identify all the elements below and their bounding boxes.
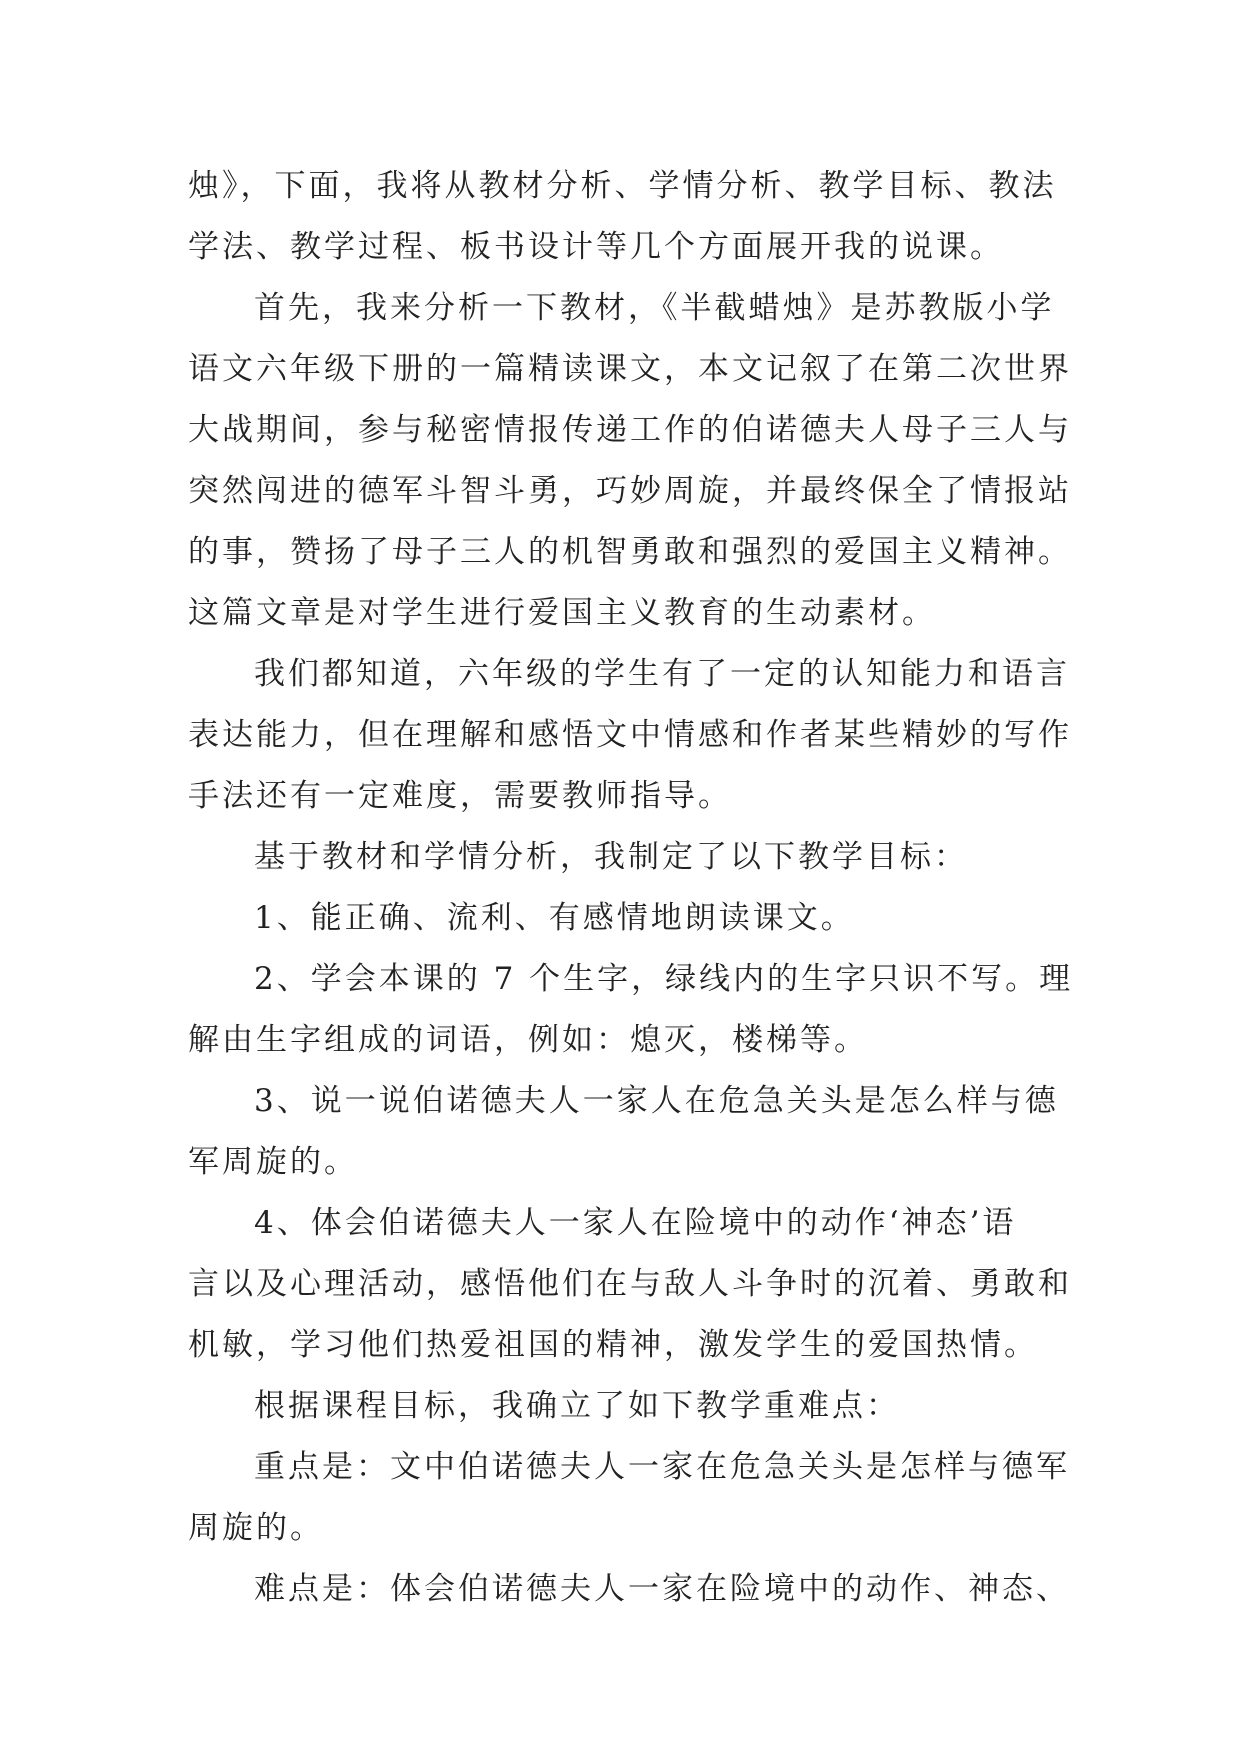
text-line: 语文六年级下册的一篇精读课文，本文记叙了在第二次世界	[188, 351, 1072, 387]
text-line: 大战期间，参与秘密情报传递工作的伯诺德夫人母子三人与	[188, 412, 1072, 448]
text-line: 难点是：体会伯诺德夫人一家在险境中的动作、神态、	[254, 1571, 1070, 1607]
text-line: 我们都知道，六年级的学生有了一定的认知能力和语言	[254, 656, 1070, 692]
text-line: 周旋的。	[188, 1510, 324, 1546]
text-line: 表达能力，但在理解和感悟文中情感和作者某些精妙的写作	[188, 717, 1072, 753]
text-line: 重点是：文中伯诺德夫人一家在危急关头是怎样与德军	[254, 1449, 1070, 1485]
text-line: 军周旋的。	[188, 1144, 358, 1180]
text-line: 学法、教学过程、板书设计等几个方面展开我的说课。	[188, 229, 1004, 265]
text-line: 手法还有一定难度，需要教师指导。	[188, 778, 732, 814]
text-line: 突然闯进的德军斗智斗勇，巧妙周旋，并最终保全了情报站	[188, 473, 1072, 509]
text-line: 根据课程目标，我确立了如下教学重难点：	[254, 1388, 900, 1424]
text-line: 2、学会本课的 7 个生字，绿线内的生字只识不写。理	[254, 961, 1074, 997]
text-line: 言以及心理活动，感悟他们在与敌人斗争时的沉着、勇敢和	[188, 1266, 1072, 1302]
text-line: 3、说一说伯诺德夫人一家人在危急关头是怎么样与德	[254, 1083, 1059, 1119]
text-line: 机敏，学习他们热爱祖国的精神，激发学生的爱国热情。	[188, 1327, 1038, 1363]
text-line: 1、能正确、流利、有感情地朗读课文。	[254, 900, 855, 936]
body-text	[188, 156, 1074, 1620]
text-line: 这篇文章是对学生进行爱国主义教育的生动素材。	[188, 595, 936, 631]
text-line: 4、体会伯诺德夫人一家人在险境中的动作‘神态’语	[254, 1205, 1017, 1241]
text-line: 的事，赞扬了母子三人的机智勇敢和强烈的爱国主义精神。	[188, 534, 1072, 570]
text-line: 烛》，下面，我将从教材分析、学情分析、教学目标、教法	[188, 168, 1057, 204]
text-line: 基于教材和学情分析，我制定了以下教学目标：	[254, 839, 968, 875]
text-line: 解由生字组成的词语，例如：熄灭，楼梯等。	[188, 1022, 868, 1058]
text-line: 首先，我来分析一下教材，《半截蜡烛》是苏教版小学	[254, 290, 1055, 326]
